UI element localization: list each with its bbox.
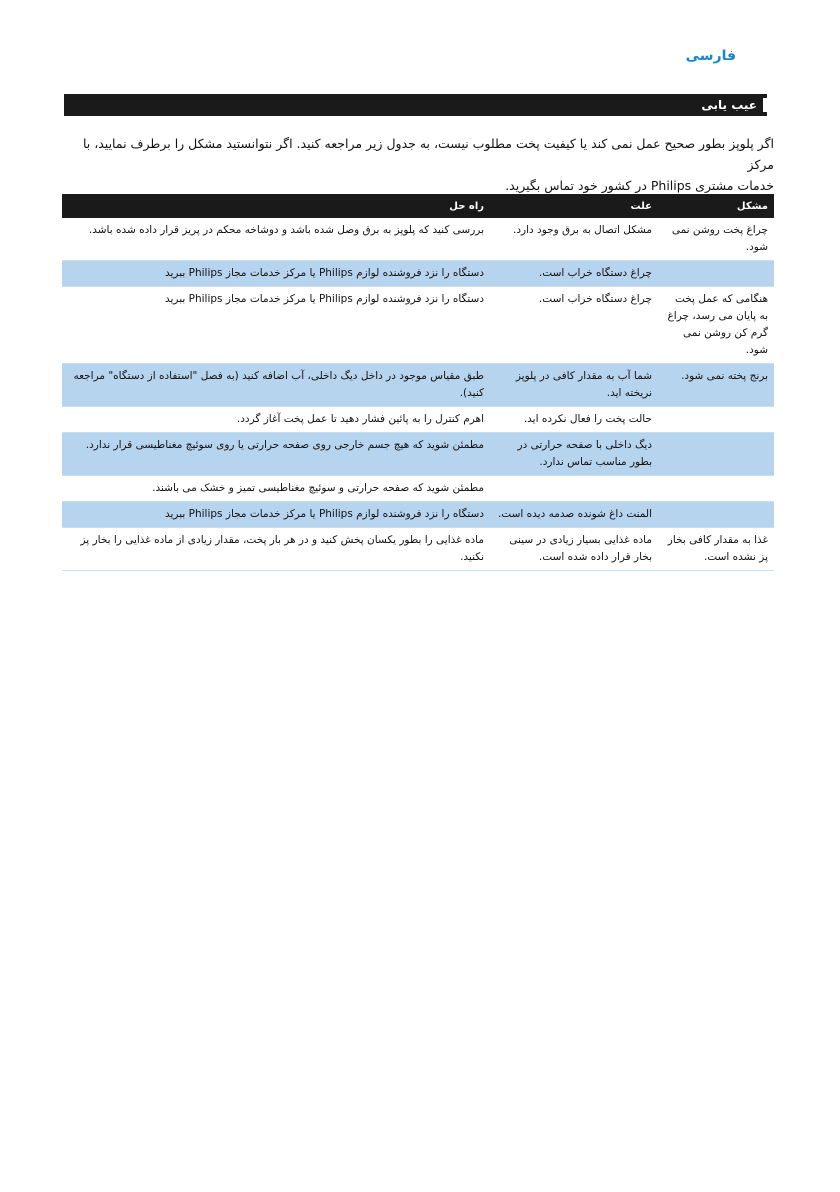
table-body — [62, 218, 774, 571]
table-row — [62, 502, 774, 528]
table-row — [62, 261, 774, 287]
cell-solution: اهرم کنترل را به پائین فشار دهید تا عمل پخت آغاز گردد. — [62, 407, 490, 433]
table-row — [62, 218, 774, 261]
cell-problem: غذا به مقدار کافی بخار پز نشده است. — [658, 528, 774, 571]
cell-cause: مشکل اتصال به برق وجود دارد. — [490, 218, 658, 261]
table-row — [62, 287, 774, 364]
cell-cause: دیگ داخلی با صفحه حرارتی در بطور مناسب تماس ندارد. — [490, 433, 658, 476]
cell-solution: طبق مقیاس موجود در داخل دیگ داخلی، آب اضافه کنید (به فصل "استفاده از دستگاه" مراجعه کنید). — [62, 364, 490, 407]
cell-problem — [658, 476, 774, 502]
section-title-bar — [64, 94, 767, 116]
table-row — [62, 476, 774, 502]
cell-solution: دستگاه را نزد فروشنده لوازم Philips یا مرکز خدمات مجاز Philips ببرید — [62, 287, 490, 364]
cell-solution: دستگاه را نزد فروشنده لوازم Philips یا مرکز خدمات مجاز Philips ببرید — [62, 261, 490, 287]
cell-solution: دستگاه را نزد فروشنده لوازم Philips یا مرکز خدمات مجاز Philips ببرید — [62, 502, 490, 528]
header-solution: راه حل — [62, 194, 490, 218]
cell-solution: ماده غذایی را بطور یکسان پخش کنید و در هر بار پخت، مقدار زیادی از ماده غذایی را بخار پز نکنید. — [62, 528, 490, 571]
cell-cause — [490, 476, 658, 502]
cell-cause: شما آب به مقدار کافی در پلوپز نریخته اید. — [490, 364, 658, 407]
troubleshooting-table — [62, 194, 774, 571]
cell-solution: بررسی کنید که پلوپز به برق وصل شده باشد و دوشاخه محکم در پریز قرار داده شده باشد. — [62, 218, 490, 261]
header-cause: علت — [490, 194, 658, 218]
cell-cause: حالت پخت را فعال نکرده اید. — [490, 407, 658, 433]
intro-paragraph — [62, 133, 774, 196]
table-row — [62, 433, 774, 476]
cell-problem: هنگامی که عمل پخت به پایان می رسد، چراغ گرم کن روشن نمی شود. — [658, 287, 774, 364]
cell-cause: ماده غذایی بسیار زیادی در سینی بخار قرار داده شده است. — [490, 528, 658, 571]
table-row — [62, 407, 774, 433]
language-label: فارسی — [685, 48, 736, 64]
cell-cause: چراغ دستگاه خراب است. — [490, 261, 658, 287]
cell-solution: مطمئن شوید که صفحه حرارتی و سوئیچ مغناطیسی تمیز و خشک می باشند. — [62, 476, 490, 502]
cell-problem: چراغ پخت روشن نمی شود. — [658, 218, 774, 261]
cell-solution: مطمئن شوید که هیچ جسم خارجی روی صفحه حرارتی یا روی سوئیچ مغناطیسی قرار ندارد. — [62, 433, 490, 476]
table-row — [62, 528, 774, 571]
table-header-row — [62, 194, 774, 218]
intro-line-2: خدمات مشتری Philips در کشور خود تماس بگیرید. — [505, 178, 774, 193]
header-problem: مشکل — [658, 194, 774, 218]
cell-cause: چراغ دستگاه خراب است. — [490, 287, 658, 364]
section-title: عیب یابی — [701, 98, 757, 112]
table-row — [62, 364, 774, 407]
cell-cause: المنت داغ شونده صدمه دیده است. — [490, 502, 658, 528]
cell-problem — [658, 502, 774, 528]
cell-problem — [658, 433, 774, 476]
intro-line-1: اگر پلوپز بطور صحیح عمل نمی کند یا کیفیت پخت مطلوب نیست، به جدول زیر مراجعه کنید. اگر نتوانستید مشکل را برطرف نمایید، با مرکز — [82, 136, 774, 172]
cell-problem — [658, 261, 774, 287]
cell-problem — [658, 407, 774, 433]
cell-problem: برنج پخته نمی شود. — [658, 364, 774, 407]
